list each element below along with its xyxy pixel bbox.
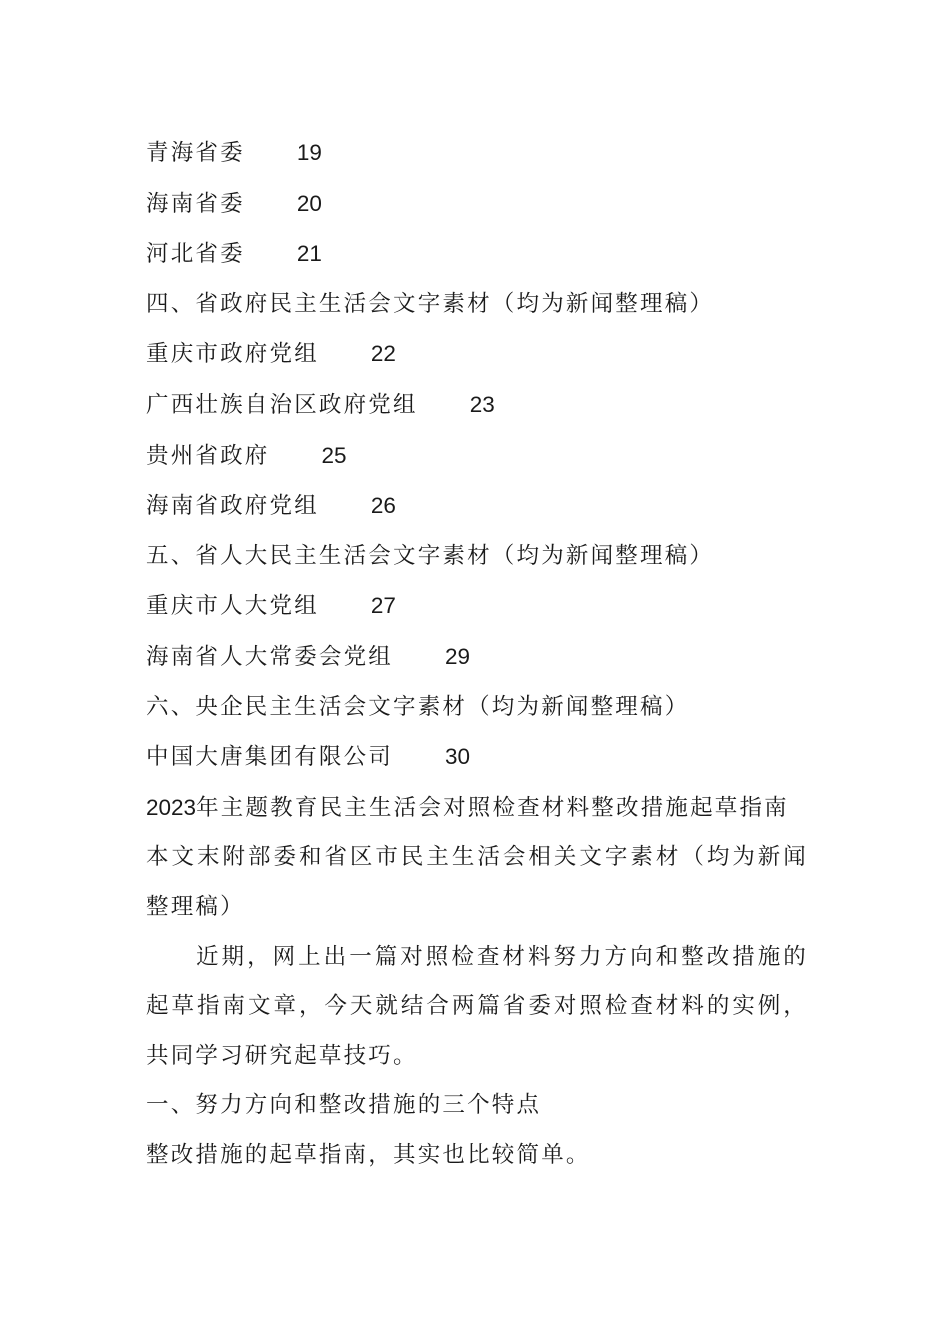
section-heading: 一、努力方向和整改措施的三个特点 xyxy=(146,1092,542,1119)
toc-entry-page: 25 xyxy=(321,442,347,468)
toc-entry-page: 23 xyxy=(469,391,495,417)
document-title-year: 2023 xyxy=(146,794,197,820)
document-title-text: 年主题教育民主生活会对照检查材料整改措施起草指南 xyxy=(196,794,789,821)
toc-entry xyxy=(146,229,808,280)
toc-entry-name: 中国大唐集团有限公司 xyxy=(146,744,394,771)
toc-entry-name: 海南省人大常委会党组 xyxy=(146,643,394,670)
document-subtitle: 本文末附部委和省区市民主生活会相关文字素材（均为新闻整理稿） xyxy=(146,844,808,920)
toc-entry-name: 重庆市人大党组 xyxy=(146,593,319,620)
toc-entry-name: 广西壮族自治区政府党组 xyxy=(146,391,418,418)
toc-entry-page: 20 xyxy=(296,190,322,216)
toc-entry xyxy=(146,380,808,431)
toc-entry xyxy=(146,632,808,683)
toc-entry-page: 22 xyxy=(370,341,396,367)
toc-entry xyxy=(146,179,808,230)
toc-entry-name: 海南省政府党组 xyxy=(146,493,319,520)
intro-paragraph: 近期，网上出一篇对照检查材料努力方向和整改措施的起草指南文章，今天就结合两篇省委对照检查材料的实例，共同学习研究起草技巧。 xyxy=(146,943,808,1069)
toc-entry-name: 重庆市政府党组 xyxy=(146,341,319,368)
section-heading: 六、央企民主生活会文字素材（均为新闻整理稿） xyxy=(146,693,690,720)
toc-entry-page: 21 xyxy=(296,241,322,267)
toc-entry xyxy=(146,128,808,179)
section-heading: 四、省政府民主生活会文字素材（均为新闻整理稿） xyxy=(146,290,715,317)
toc-entry-name: 海南省委 xyxy=(146,190,245,217)
toc-entry xyxy=(146,431,808,482)
toc-entry xyxy=(146,481,808,532)
document-page xyxy=(146,128,808,1180)
document-title xyxy=(146,783,808,834)
toc-entry xyxy=(146,732,808,783)
toc-entry xyxy=(146,581,808,632)
toc-entry-page: 30 xyxy=(445,744,471,770)
toc-entry-name: 河北省委 xyxy=(146,241,245,268)
section-heading: 五、省人大民主生活会文字素材（均为新闻整理稿） xyxy=(146,542,715,569)
body-paragraph: 整改措施的起草指南，其实也比较简单。 xyxy=(146,1141,591,1168)
toc-entry-name: 青海省委 xyxy=(146,140,245,166)
toc-entry-page: 26 xyxy=(370,493,396,519)
toc-entry-page: 29 xyxy=(445,643,471,669)
toc-entry-name: 贵州省政府 xyxy=(146,442,270,469)
toc-entry-page: 27 xyxy=(370,593,396,619)
toc-entry-page: 19 xyxy=(296,140,322,165)
toc-entry xyxy=(146,329,808,380)
